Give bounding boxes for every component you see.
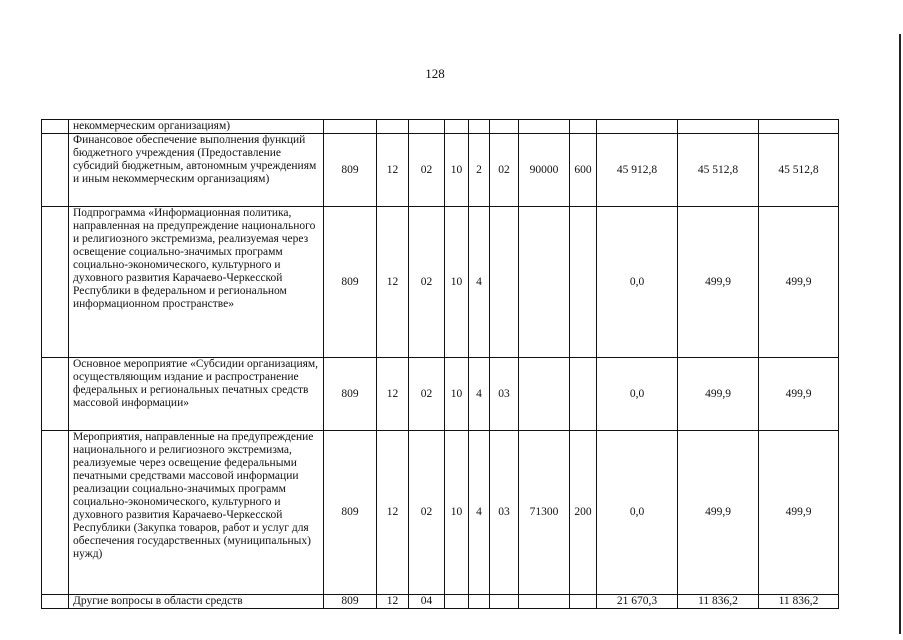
row-description: Мероприятия, направленные на предупреждение национального и религиозного экстремизма, реализуемые через освещение федеральными печатными средствами массовой информации реализации социально-значимых программ социально-экономического, культурного и духовного развития Карачаево-Черкесской Республики (Закупка товаров, работ и услуг для обеспечения государственных (муниципальных) нужд) — [69, 431, 324, 595]
cell-ministry-code: 809 — [324, 207, 377, 358]
cell-amount-2: 499,9 — [678, 431, 759, 595]
page-number: 128 — [425, 66, 445, 81]
cell-program: 10 — [445, 431, 469, 595]
cell-subsection: 02 — [409, 431, 445, 595]
blank-cell — [42, 431, 69, 595]
blank-cell — [42, 134, 69, 207]
cell-amount-1: 45 912,8 — [597, 134, 678, 207]
cell-amount-3: 11 836,2 — [759, 595, 839, 609]
cell-program — [445, 120, 469, 134]
cell-amount-3: 499,9 — [759, 207, 839, 358]
cell-amount-3: 45 512,8 — [759, 134, 839, 207]
cell-main-activity — [490, 595, 519, 609]
cell-subprogram: 2 — [469, 134, 490, 207]
cell-amount-3: 499,9 — [759, 358, 839, 431]
cell-subsection: 02 — [409, 207, 445, 358]
cell-expense-type — [570, 358, 597, 431]
cell-expense-type — [570, 595, 597, 609]
cell-subprogram: 4 — [469, 358, 490, 431]
table-row — [42, 134, 839, 207]
table-row — [42, 595, 839, 609]
blank-cell — [42, 358, 69, 431]
cell-section: 12 — [377, 431, 409, 595]
cell-amount-2: 499,9 — [678, 207, 759, 358]
cell-amount-2: 11 836,2 — [678, 595, 759, 609]
cell-amount-3 — [759, 120, 839, 134]
cell-amount-3: 499,9 — [759, 431, 839, 595]
cell-amount-1: 21 670,3 — [597, 595, 678, 609]
row-description: Подпрограмма «Информационная политика, направленная на предупреждение национального и религиозного экстремизма, реализуемая через освещение социально-значимых программ социально-экономического, культурного и духовного развития Карачаево-Черкесской Республики в федеральном и региональном информационном пространстве» — [69, 207, 324, 358]
cell-expense-type — [570, 207, 597, 358]
cell-subprogram: 4 — [469, 207, 490, 358]
cell-amount-2: 499,9 — [678, 358, 759, 431]
cell-main-activity: 02 — [490, 134, 519, 207]
cell-main-activity — [490, 207, 519, 358]
table-row — [42, 207, 839, 358]
row-description: Финансовое обеспечение выполнения функций бюджетного учреждения (Предоставление субсидий бюджетным, автономным учреждениям и иным некоммерческим организациям) — [69, 134, 324, 207]
cell-ministry-code: 809 — [324, 134, 377, 207]
cell-expense-type: 200 — [570, 431, 597, 595]
cell-subsection: 04 — [409, 595, 445, 609]
blank-cell — [42, 595, 69, 609]
cell-section: 12 — [377, 207, 409, 358]
cell-amount-1: 0,0 — [597, 431, 678, 595]
cell-direction: 71300 — [519, 431, 570, 595]
cell-subsection — [409, 120, 445, 134]
cell-amount-2 — [678, 120, 759, 134]
cell-section: 12 — [377, 358, 409, 431]
cell-ministry-code: 809 — [324, 358, 377, 431]
cell-direction — [519, 120, 570, 134]
table-row — [42, 431, 839, 595]
scan-edge-line — [899, 34, 901, 634]
cell-program: 10 — [445, 207, 469, 358]
table-row — [42, 358, 839, 431]
cell-program — [445, 595, 469, 609]
cell-direction — [519, 595, 570, 609]
cell-subprogram: 4 — [469, 431, 490, 595]
cell-amount-1 — [597, 120, 678, 134]
cell-main-activity — [490, 120, 519, 134]
cell-section: 12 — [377, 134, 409, 207]
blank-cell — [42, 120, 69, 134]
cell-direction — [519, 358, 570, 431]
cell-amount-1: 0,0 — [597, 358, 678, 431]
row-description: Другие вопросы в области средств — [69, 595, 324, 609]
cell-direction — [519, 207, 570, 358]
cell-section — [377, 120, 409, 134]
cell-direction: 90000 — [519, 134, 570, 207]
cell-amount-1: 0,0 — [597, 207, 678, 358]
cell-subsection: 02 — [409, 134, 445, 207]
budget-table — [41, 119, 839, 609]
cell-main-activity: 03 — [490, 431, 519, 595]
cell-subsection: 02 — [409, 358, 445, 431]
cell-section: 12 — [377, 595, 409, 609]
cell-main-activity: 03 — [490, 358, 519, 431]
row-description: Основное мероприятие «Субсидии организациям, осуществляющим издание и распространение федеральных и региональных печатных средств массовой информации» — [69, 358, 324, 431]
blank-cell — [42, 207, 69, 358]
cell-expense-type — [570, 120, 597, 134]
cell-ministry-code: 809 — [324, 431, 377, 595]
cell-program: 10 — [445, 134, 469, 207]
cell-program: 10 — [445, 358, 469, 431]
row-description: некоммерческим организациям) — [69, 120, 324, 134]
cell-subprogram — [469, 595, 490, 609]
cell-ministry-code: 809 — [324, 595, 377, 609]
cell-subprogram — [469, 120, 490, 134]
table-row — [42, 120, 839, 134]
cell-ministry-code — [324, 120, 377, 134]
cell-amount-2: 45 512,8 — [678, 134, 759, 207]
cell-expense-type: 600 — [570, 134, 597, 207]
